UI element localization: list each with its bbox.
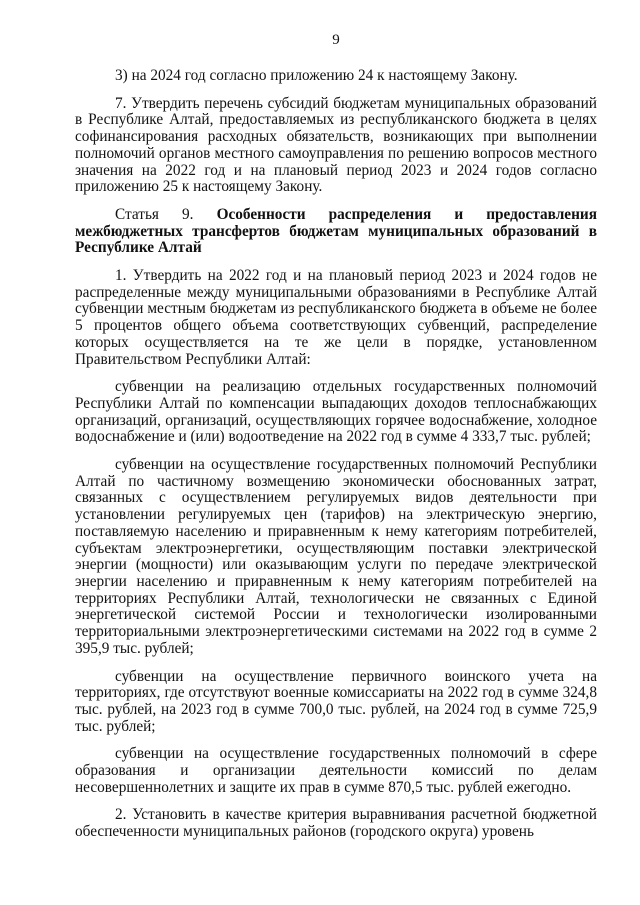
- paragraph-subvention-electric: субвенции на осуществление государственных полномочий Республики Алтай по частичному возмещению экономически обоснованных затрат, связанных с осуществлением регулируемых видов деятельности при установлении регулируемых цен (тарифов) на электрическую энергию, поставляемую населению и приравненным к нему категориям потребителей, субъектам электроэнергетики, осуществляющим поставки электрической энергии (мощности) или оказывающим услуги по передаче электрической энергии населению и приравненным к нему категориям потребителей на территориях Республики Алтай, технологически не связанных с Единой энергетической системой России и технологически изолированными территориальными электроэнергетическими системами на 2022 год в сумме 2 395,9 тыс. рублей;: [75, 456, 597, 657]
- paragraph-point-2: 2. Установить в качестве критерия выравнивания расчетной бюджетной обеспеченности муниципальных районов (городского округа) уровень: [75, 806, 597, 841]
- article-label: Статья 9.: [115, 205, 194, 223]
- paragraph-point-1: 1. Утвердить на 2022 год и на плановый период 2023 и 2024 годов не распределенные между муниципальными образованиями в Республике Алтай субвенции местным бюджетам из республиканского бюджета в объеме не более 5 процентов общего объема соответствующих субвенций, распределение которых осуществляется на те же цели в порядке, установленном Правительством Республики Алтай:: [75, 267, 597, 368]
- paragraph-subvention-education: субвенции на осуществление государственных полномочий в сфере образования и организации деятельности комиссий по делам несовершеннолетних и защите их прав в сумме 870,5 тыс. рублей ежегодно.: [75, 745, 597, 796]
- article-heading: [75, 207, 597, 257]
- paragraph-subvention-military: субвенции на осуществление первичного воинского учета на территориях, где отсутствуют военные комиссариаты на 2022 год в сумме 324,8 тыс. рублей, на 2023 год в сумме 700,0 тыс. рублей, на 2024 год в сумме 725,9 тыс. рублей;: [75, 667, 597, 735]
- article-title: Особенности распределения и предоставления межбюджетных трансфертов бюджетам муниципальных образований в Республике Алтай: [75, 205, 598, 257]
- page-number: 9: [332, 32, 340, 48]
- paragraph-item-3: 3) на 2024 год согласно приложению 24 к настоящему Закону.: [115, 67, 518, 84]
- paragraph-point-7: 7. Утвердить перечень субсидий бюджетам муниципальных образований в Республике Алтай, предоставляемых из республиканского бюджета в целях софинансирования расходных обязательств, возникающих при выполнении полномочий органов местного самоуправления по решению вопросов местного значения на 2022 год и на плановый период 2023 и 2024 годов согласно приложению 25 к настоящему Закону.: [75, 94, 597, 196]
- paragraph-subvention-heat: субвенции на реализацию отдельных государственных полномочий Республики Алтай по компенсации выпадающих доходов теплоснабжающих организаций, организаций, осуществляющих горячее водоснабжение, холодное водоснабжение и (или) водоотведение на 2022 год в сумме 4 333,7 тыс. рублей;: [75, 378, 597, 446]
